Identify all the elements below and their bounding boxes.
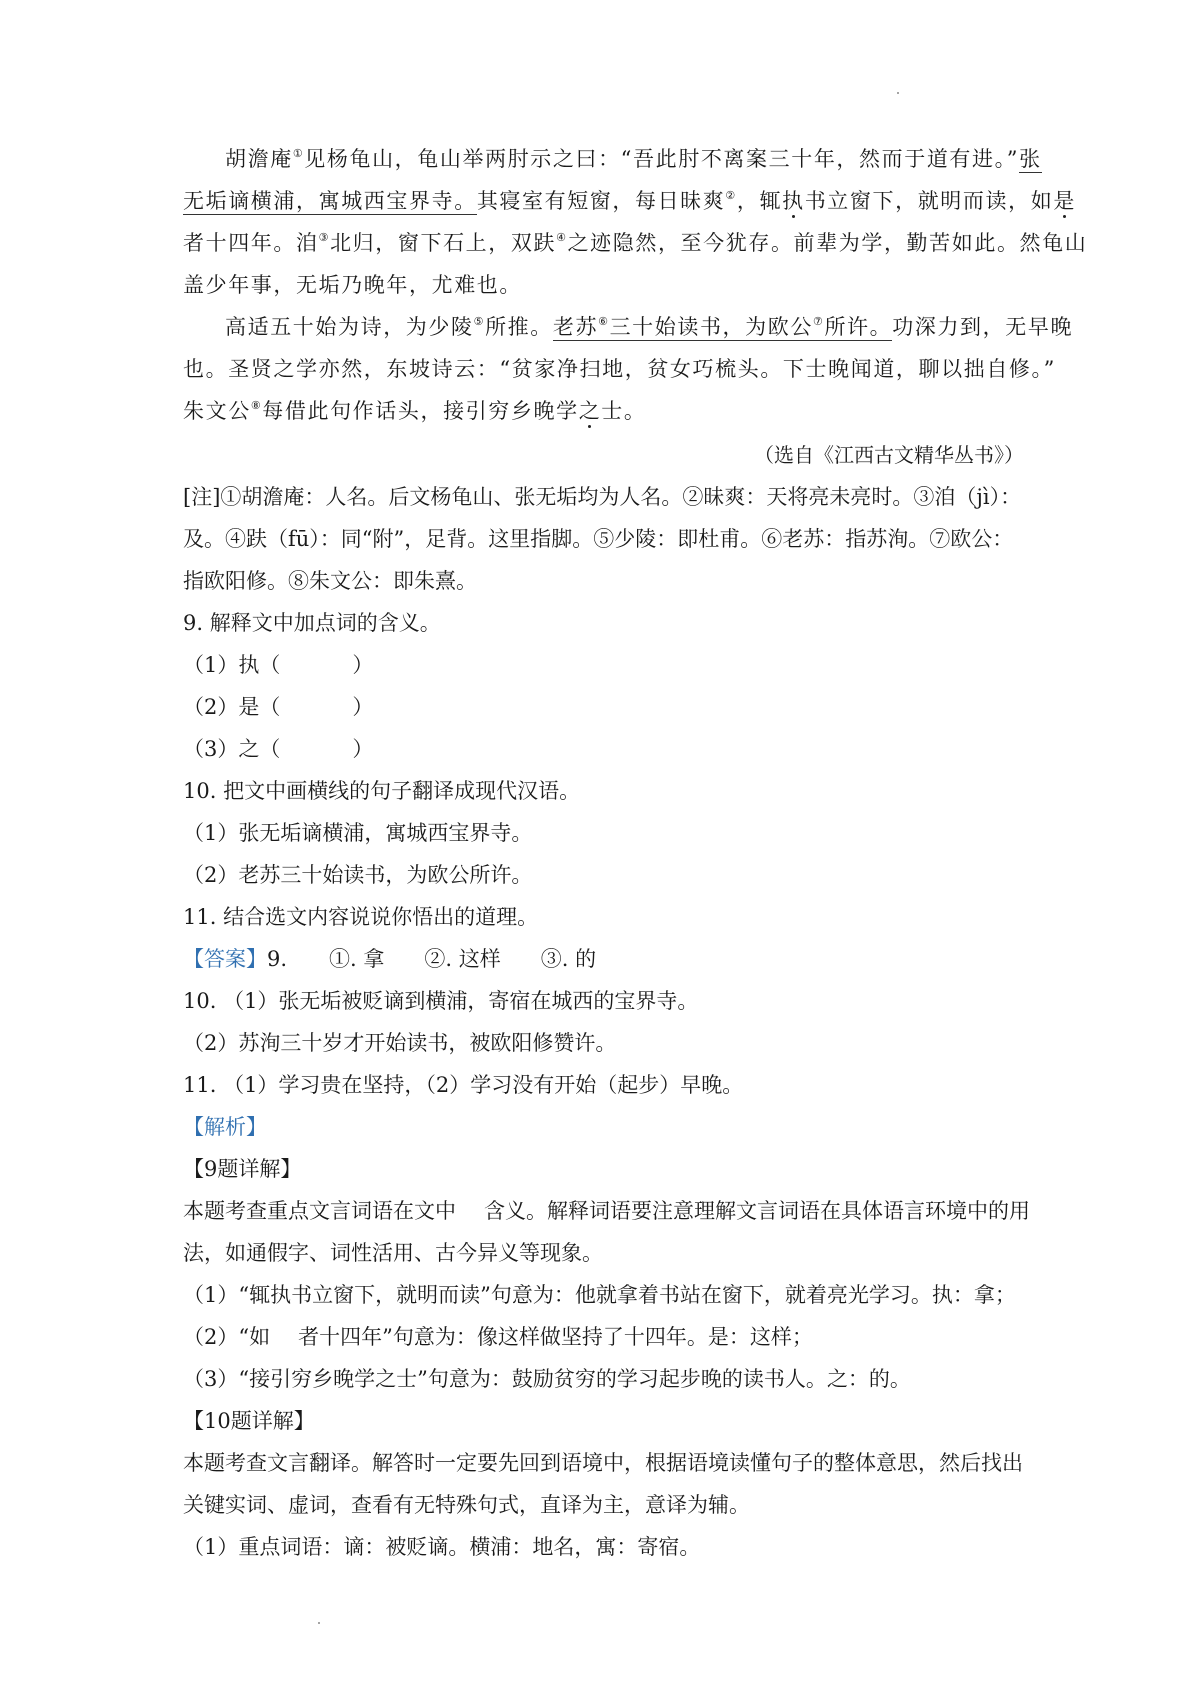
note-line: 及。④趺（fū）：同“附”，足背。这里指脚。⑤少陵：即杜甫。⑥老苏：指苏洵。⑦欧公：: [183, 527, 1014, 551]
dotted-word-shi: 是: [1053, 189, 1076, 213]
scan-speck: [318, 1622, 320, 1624]
question-9-title: 9. 解释文中加点词的含义。: [183, 611, 441, 635]
answer-11: 11. （1）学习贵在坚持，（2）学习没有开始（起步）早晚。: [183, 1073, 744, 1097]
question-10-title: 10. 把文中画横线的句子翻译成现代汉语。: [183, 779, 581, 803]
analysis-line: 本题考查重点文言词语在文中 含义。解释词语要注意理解文言词语在具体语言环境中的用: [183, 1199, 1030, 1223]
analysis-line: （1）“辄执书立窗下，就明而读”句意为：他就拿着书站在窗下，就着亮光学习。执：拿；: [183, 1283, 1016, 1307]
analysis-line: 本题考查文言翻译。解答时一定要先回到语境中，根据语境读懂句子的整体意思，然后找出: [183, 1451, 1023, 1475]
answer-10: 10. （1）张无垢被贬谪到横浦，寄宿在城西的宝界寺。: [183, 989, 699, 1013]
passage-line: 盖少年事，无垢乃晚年，尤难也。: [183, 273, 522, 297]
passage-line: 者十四年。洎③北归，窗下石上，双趺④之迹隐然，至今犹存。前辈为学，勤苦如此。然龟山: [183, 231, 1088, 255]
question-10-item: （2）老苏三十始读书，为欧公所许。: [183, 863, 533, 887]
underlined-sentence-2: 老苏⑥三十始读书，为欧公⑦所许。: [552, 315, 893, 339]
passage-line: 无垢谪横浦，寓城西宝界寺。其寝室有短窗，每日昧爽②，辄执书立窗下，就明而读，如是: [183, 189, 1076, 213]
underlined-sentence-1: 无垢谪横浦，寓城西宝界寺。: [183, 189, 477, 213]
answer-10: （2）苏洵三十岁才开始读书，被欧阳修赞许。: [183, 1031, 617, 1055]
passage-source: （选自《江西古文精华丛书》）: [754, 443, 1024, 467]
answer-9: 【答案】9. ①. 拿 ②. 这样 ③. 的: [183, 947, 597, 971]
dotted-word-zhi2: 之: [578, 399, 602, 423]
analysis-line: （1）重点词语：谪：被贬谪。横浦：地名，寓：寄宿。: [183, 1535, 701, 1559]
analysis-tag: 【解析】: [183, 1115, 267, 1139]
question-9-item: （1）执（ ）: [183, 653, 374, 677]
question-10-item: （1）张无垢谪横浦，寓城西宝界寺。: [183, 821, 533, 845]
analysis-line: 关键实词、虚词，查看有无特殊句式，直译为主，意译为辅。: [183, 1493, 750, 1517]
analysis-line: 法，如通假字、词性活用、古今异义等现象。: [183, 1241, 603, 1265]
analysis-line: （3）“接引穷乡晚学之士”句意为：鼓励贫穷的学习起步晚的读书人。之：的。: [183, 1367, 911, 1391]
passage-line: 胡澹庵①见杨龟山，龟山举两肘示之曰：“吾此肘不离案三十年，然而于道有进。”张: [225, 147, 1042, 171]
analysis-heading-9: 【9题详解】: [183, 1157, 302, 1181]
note-line: [注]①胡澹庵：人名。后文杨龟山、张无垢均为人名。②昧爽：天将亮未亮时。③洎（jì）：: [183, 485, 1022, 509]
analysis-line: （2）“如 者十四年”句意为：像这样做坚持了十四年。是：这样；: [183, 1325, 813, 1349]
question-9-item: （3）之（ ）: [183, 737, 374, 761]
question-11-title: 11. 结合选文内容说说你悟出的道理。: [183, 905, 539, 929]
answer-tag: 【答案】: [183, 947, 267, 971]
passage-line: 朱文公⑧每借此句作话头，接引穷乡晚学之士。: [183, 399, 647, 423]
passage-line: 也。圣贤之学亦然，东坡诗云：“贫家净扫地，贫女巧梳头。下士晚闻道，聊以拙自修。”: [183, 357, 1056, 381]
note-line: 指欧阳修。⑧朱文公：即朱熹。: [183, 569, 477, 593]
scan-speck: [897, 92, 899, 94]
dotted-word-zhi: 执: [782, 189, 805, 213]
passage-line: 高适五十始为诗，为少陵⑤所推。老苏⑥三十始读书，为欧公⑦所许。功深力到，无早晚: [225, 315, 1074, 339]
analysis-heading-10: 【10题详解】: [183, 1409, 315, 1433]
question-9-item: （2）是（ ）: [183, 695, 374, 719]
